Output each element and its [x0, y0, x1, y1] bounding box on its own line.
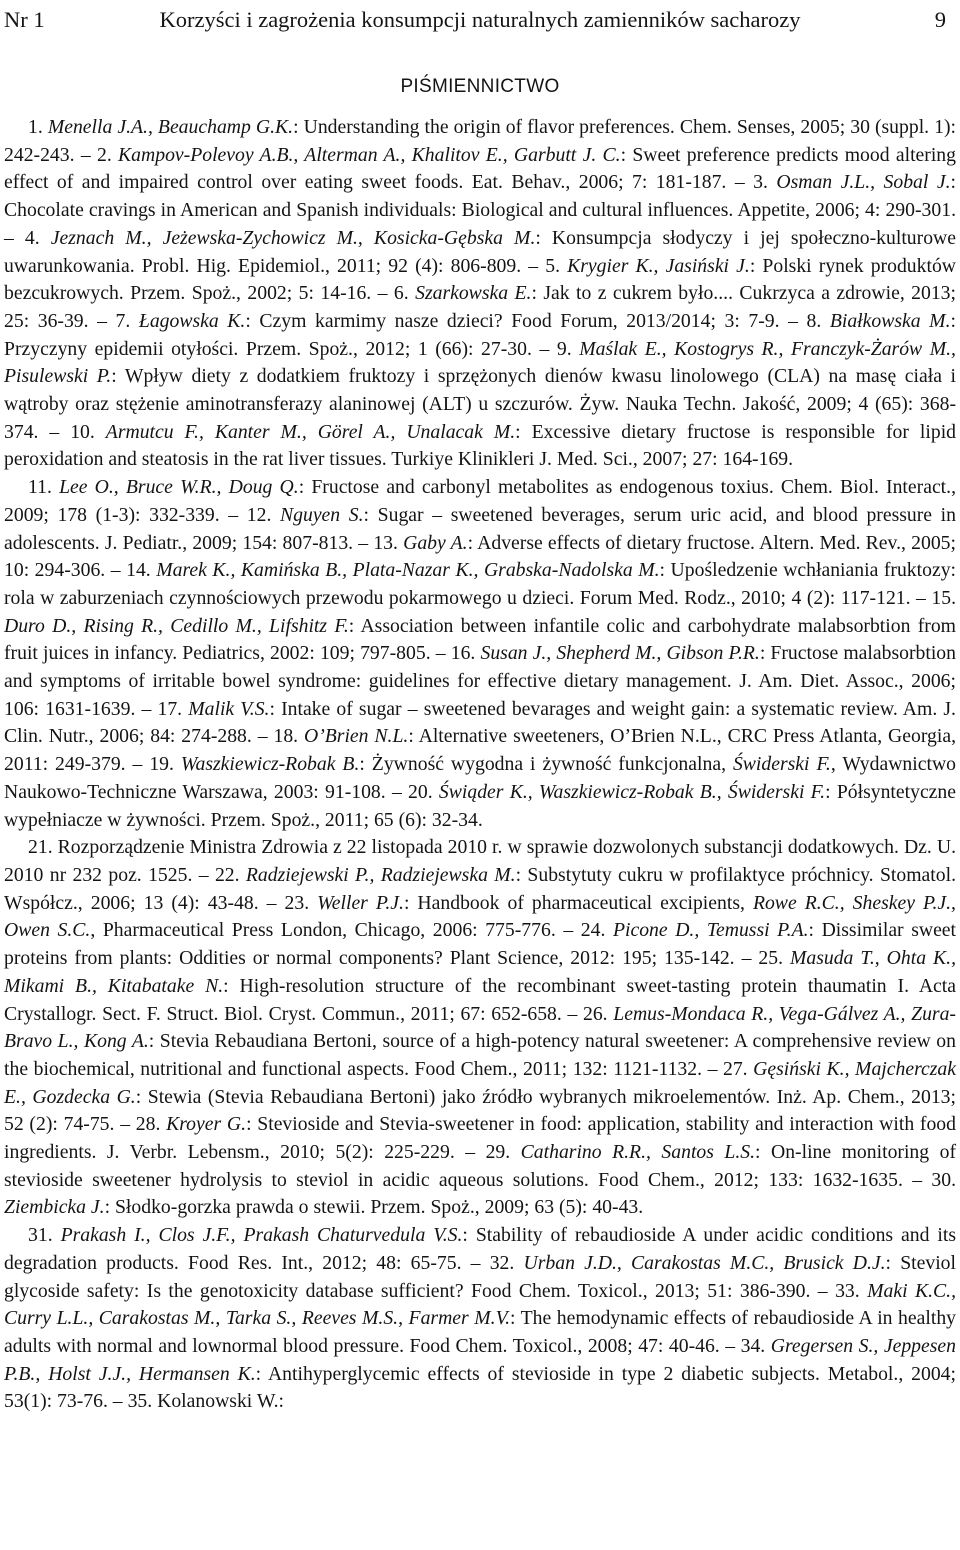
reference-authors: Urban J.D., Carakostas M.C., Brusick D.J.: [523, 1251, 886, 1274]
reference-authors: Ziembicka J.: [4, 1196, 105, 1219]
reference-text: : Chocolate cravings in American and Spanish individuals: Biological and cultural influences. Appetite, 2006; 4: 290-301. – 4.: [4, 171, 956, 249]
reference-paragraph: [4, 474, 956, 834]
reference-authors: Weller P.J.: [317, 891, 404, 914]
reference-authors: Malik V.S.: [188, 697, 270, 720]
reference-authors: Masuda T., Ohta K., Mikami B., Kitabatake N.: [4, 947, 956, 997]
reference-authors: Gregersen S., Jeppesen P.B., Holst J.J., Hermansen K.: [4, 1334, 956, 1385]
reference-text: : Association between infantile colic and carbohydrate malabsorbtion from fruit juices in infancy. Pediatrics, 2002: 109; 797-805. – 16.: [4, 614, 956, 665]
running-title: Korzyści i zagrożenia konsumpcji naturalnych zamienników sacharozy: [159, 7, 801, 32]
reference-authors: Prakash I., Clos J.F., Prakash Chaturvedula V.S.: [60, 1224, 463, 1247]
reference-authors: Susan J., Shepherd M., Gibson P.R.: [480, 642, 760, 665]
reference-authors: Rowe R.C., Sheskey P.J., Owen S.C.: [4, 891, 956, 942]
reference-text: 31.: [28, 1224, 61, 1247]
reference-authors: Radziejewski P., Radziejewska M.: [245, 863, 516, 886]
reference-text: : Przyczyny epidemii otyłości. Przem. Spoż., 2012; 1 (66): 27-30. – 9.: [4, 309, 956, 360]
reference-text: : Intake of sugar – sweetened bevarages and weight gain: a systematic review. Am. J. Clin. Nutr., 2006; 84: 274-288. – 18.: [4, 697, 956, 748]
reference-text: : Żywność wygodna i żywność funkcjonalna,: [359, 753, 733, 776]
reference-authors: Jeznach M., Jeżewska-Zychowicz M., Kosicka-Gębska M.: [50, 226, 536, 249]
running-header: [0, 2, 960, 38]
reference-paragraph: [4, 834, 956, 1222]
reference-text: : The hemodynamic effects of rebaudioside A in healthy adults with normal and lownormal blood pressure. Food Chem. Toxicol., 2008; 47: 40-46. – 34.: [4, 1307, 957, 1357]
reference-authors: Maślak E., Kostogrys R., Franczyk-Żarów M., Pisulewski P.: [4, 337, 956, 388]
reference-authors: Menella J.A., Beauchamp G.K.: [47, 116, 294, 138]
reference-text: 1.: [28, 116, 48, 138]
reference-text: : Dissimilar sweet proteins from plants: Oddities or normal components? Plant Science, 2012: 195; 135-142. – 25.: [4, 919, 957, 970]
reference-text: : Fructose and carbonyl metabolites as endogenous toxius. Chem. Biol. Interact., 2009; 178 (1-3): 332-339. – 12.: [4, 476, 956, 526]
reference-authors: Waszkiewicz-Robak B.: [180, 753, 360, 776]
reference-text: : Stevioside and Stevia-sweetener in food: application, stability and interaction with food ingredients. J. Verbr. Lebensm., 2010; 5(2): 225-229. – 29.: [4, 1113, 956, 1164]
reference-text: : Sweet preference predicts mood altering effect of and impaired control over eating sweet foods. Eat. Behav., 2006; 7: 181-187. – 3.: [4, 143, 956, 194]
reference-text: , Pharmaceutical Press London, Chicago, 2006: 775-776. – 24.: [90, 919, 613, 942]
reference-authors: O’Brien N.L.: [303, 725, 409, 748]
reference-authors: Kroyer G.: [166, 1113, 247, 1136]
reference-text: : Excessive dietary fructose is responsible for lipid peroxidation and steatosis in the rat liver tissues. Turkiye Klinikleri J. Med. Sci., 2007; 27: 164-169.: [4, 420, 957, 471]
reference-authors: Maki K.C., Curry L.L., Carakostas M., Tarka S., Reeves M.S., Farmer M.V.: [4, 1279, 956, 1330]
reference-text: : Polski rynek produktów bezcukrowych. Przem. Spoż., 2002; 5: 14-16. – 6.: [4, 254, 957, 305]
reference-text: : Stewia (Stevia Rebaudiana Bertoni) jako źródło wybranych mikroelementów. Inż. Ap. Chem., 2013; 52 (2): 74-75. – 28.: [4, 1085, 957, 1136]
reference-authors: Osman J.L., Sobal J.: [776, 171, 951, 194]
reference-text: : Jak to z cukrem było.... Cukrzyca a zdrowie, 2013; 25: 36-39. – 7.: [4, 282, 956, 332]
reference-authors: Lemus-Mondaca R., Vega-Gálvez A., Zura-Bravo L., Kong A.: [4, 1002, 956, 1053]
reference-authors: Łagowska K.: [138, 309, 246, 332]
reference-text: : Półsyntetyczne wypełniacze w żywności. Przem. Spoż., 2011; 65 (6): 32-34.: [4, 780, 957, 831]
reference-text: 11.: [28, 476, 60, 499]
reference-text: : Understanding the origin of flavor preferences. Chem. Senses, 2005; 30 (suppl. 1): 242-243. – 2.: [4, 116, 957, 166]
reference-authors: Gaby A.: [403, 531, 468, 554]
reference-text: : Antihyperglycemic effects of stevioside in type 2 diabetic subjects. Metabol., 2004; 53(1): 73-76. – 35. Kolanowski W.:: [4, 1362, 956, 1413]
reference-authors: Catharino R.R., Santos L.S.: [520, 1141, 756, 1164]
reference-text: : Słodko-gorzka prawda o stewii. Przem. Spoż., 2009; 63 (5): 40-43.: [104, 1196, 644, 1219]
reference-text: : Alternative sweeteners, O’Brien N.L., CRC Press Atlanta, Georgia, 2011: 249-379. – 19.: [4, 725, 956, 776]
reference-list: [4, 114, 956, 1416]
reference-paragraph: [4, 1222, 956, 1416]
reference-authors: Duro D., Rising R., Cedillo M., Lifshitz F.: [4, 614, 349, 637]
reference-authors: Świąder K., Waszkiewicz-Robak B., Świderski F.: [438, 780, 826, 803]
reference-text: : Konsumpcja słodyczy i jej społeczno-kulturowe uwarunkowania. Probl. Hig. Epidemiol., 2011; 92 (4): 806-809. – 5.: [4, 226, 957, 277]
section-title: PIŚMIENNICTWO: [400, 76, 560, 97]
page-number: 9: [934, 7, 946, 32]
reference-text: : Wpływ diety z dodatkiem fruktozy i sprzężonych dienów kwasu linolowego (CLA) na masę ciała i wątroby oraz stężenie aminotransferazy alaninowej (ALT) u szczurów. Żyw. Nauka Techn. Jakość, 2009; 4 (65): 368-374. – 10.: [4, 365, 956, 443]
reference-authors: Szarkowska E.: [415, 282, 532, 305]
issue-number: Nr 1: [4, 7, 45, 32]
reference-authors: Marek K., Kamińska B., Plata-Nazar K., Grabska-Nadolska M.: [156, 559, 660, 582]
reference-authors: Krygier K., Jasiński J.: [567, 254, 750, 277]
reference-text: : Steviol glycoside safety: Is the genotoxicity database sufficient? Food Chem. Toxicol., 2013; 51: 386-390. – 33.: [4, 1251, 956, 1302]
reference-text: : On-line monitoring of stevioside sweetener hydrolysis to steviol in acidic aqueous solutions. Food Chem., 2012; 133: 1632-1635. – 30.: [4, 1141, 957, 1191]
reference-text: : Substytuty cukru w profilaktyce próchnicy. Stomatol. Współcz., 2006; 13 (4): 43-48. – 23.: [4, 863, 956, 914]
reference-text: 21. Rozporządzenie Ministra Zdrowia z 22 listopada 2010 r. w sprawie dozwolonych substancji dodatkowych. Dz. U. 2010 nr 232 poz. 1525. – 22.: [4, 836, 956, 886]
reference-authors: Świderski F.: [732, 753, 831, 776]
reference-authors: Nguyen S.: [280, 503, 364, 526]
reference-text: : Sugar – sweetened beverages, serum uric acid, and blood pressure in adolescents. J. Pediatr., 2009; 154: 807-813. – 13.: [4, 503, 956, 554]
reference-authors: Gęsiński K., Majcherczak E., Gozdecka G.: [4, 1057, 956, 1108]
reference-text: , Wydawnictwo Naukowo-Techniczne Warszawa, 2003: 91-108. – 20.: [4, 753, 956, 803]
reference-authors: Armutcu F., Kanter M., Görel A., Unalacak M.: [105, 420, 516, 443]
reference-text: : Stability of rebaudioside A under acidic conditions and its degradation products. Food Res. Int., 2012; 48: 65-75. – 32.: [4, 1224, 957, 1274]
reference-text: : High-resolution structure of the recombinant sweet-tasting protein thaumatin I. Acta Crystallogr. Sect. F. Struct. Biol. Cryst. Commun., 2011; 67: 652-658. – 26.: [4, 974, 956, 1025]
reference-authors: Kampov-Polevoy A.B., Alterman A., Khalitov E., Garbutt J. C.: [118, 143, 621, 166]
reference-text: : Czym karmimy nasze dzieci? Food Forum, 2013/2014; 3: 7-9. – 8.: [245, 309, 830, 332]
reference-paragraph: [4, 114, 956, 474]
reference-text: : Stevia Rebaudiana Bertoni, source of a high-potency natural sweetener: A comprehensive review on the biochemical, nutritional and functional aspects. Food Chem., 2011; 132: 1121-1132. – 27.: [4, 1030, 956, 1080]
reference-authors: Lee O., Bruce W.R., Doug Q.: [59, 476, 299, 499]
reference-text: : Fructose malabsorbtion and symptoms of irritable bowel syndrome: guidelines for effective dietary management. J. Am. Diet. Assoc., 2006; 106: 1631-1639. – 17.: [4, 642, 956, 720]
reference-authors: Picone D., Temussi P.A.: [612, 919, 809, 942]
reference-text: : Handbook of pharmaceutical excipients,: [403, 891, 753, 914]
reference-authors: Białkowska M.: [829, 309, 951, 332]
reference-text: : Upośledzenie wchłaniania fruktozy: rola w zaburzeniach czynnościowych przewodu pokarmowego u dzieci. Forum Med. Rodz., 2010; 4 (2): 117-121. – 15.: [4, 559, 957, 609]
reference-text: : Adverse effects of dietary fructose. Altern. Med. Rev., 2005; 10: 294-306. – 14.: [4, 531, 956, 582]
